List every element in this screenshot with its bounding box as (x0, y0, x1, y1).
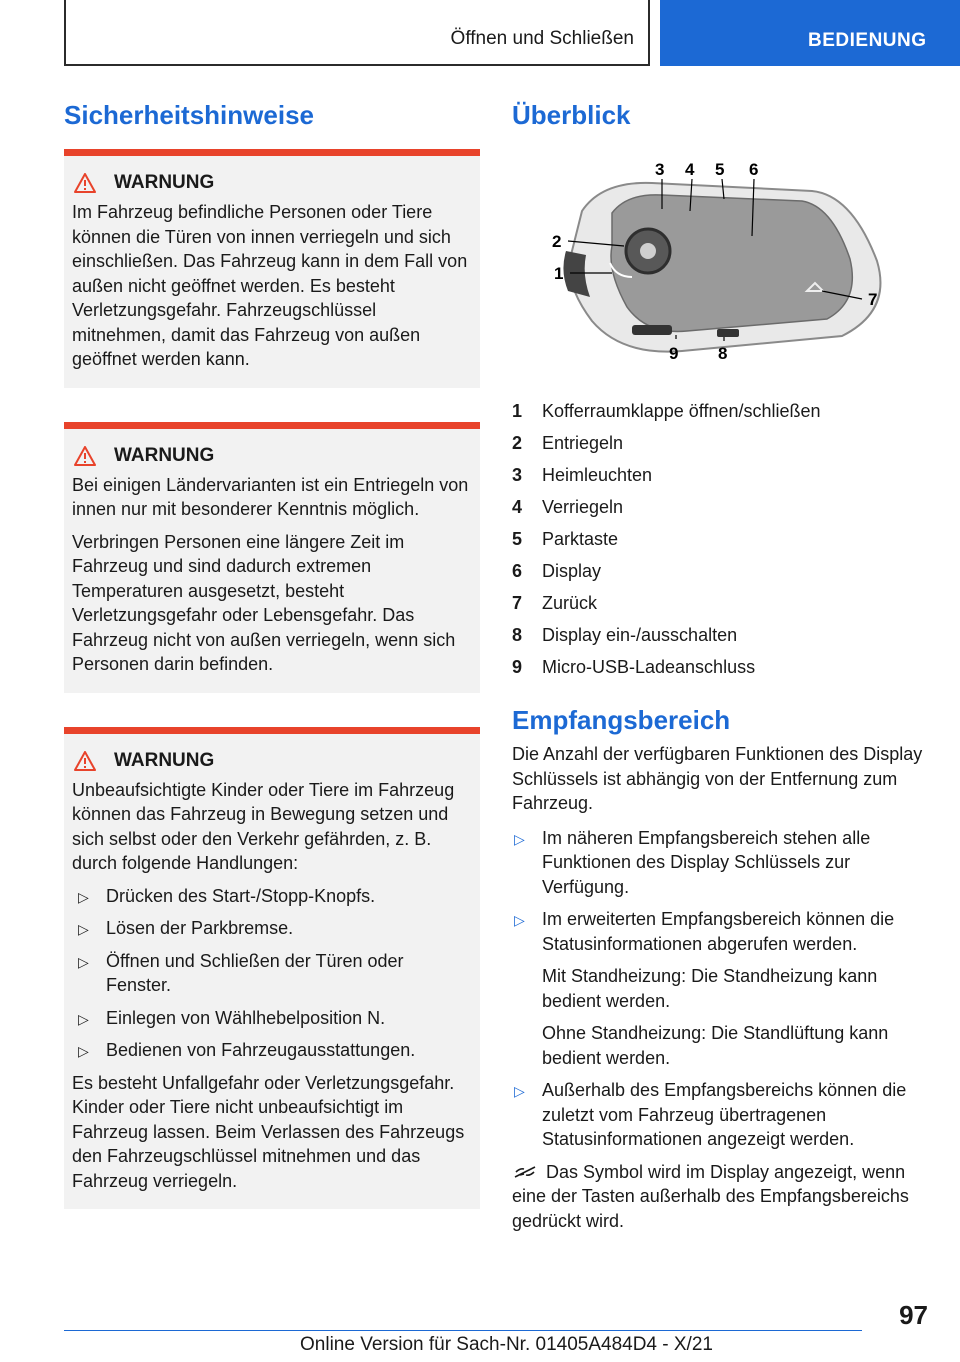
triangle-bullet-icon: ▷ (78, 1043, 89, 1060)
legend-list (512, 395, 928, 683)
footer-text: Online Version für Sach-Nr. 01405A484D4 - X/21 (300, 1334, 713, 1355)
list-item: ▷ Öffnen und Schließen der Türen oder Fenster. (78, 950, 404, 996)
warning-label: WARNUNG (114, 172, 215, 194)
triangle-bullet-icon: ▷ (78, 888, 89, 905)
list-item: ▷ Im näheren Empfangsbereich stehen alle Funktionen des Display Schlüssels zur Verfügung. (514, 827, 871, 897)
legend-item: 9 Micro-USB-Ladeanschluss (512, 657, 756, 678)
warning-header (72, 750, 473, 772)
reception-list (512, 826, 928, 1152)
legend-item: 3 Heimleuchten (512, 465, 653, 486)
page-number: 97 (899, 1300, 928, 1330)
legend-item: 2 Entriegeln (512, 433, 624, 454)
callout-7: 7 (868, 290, 878, 310)
legend-item: 5 Parktaste (512, 529, 619, 550)
list-item: ▷ Im erweiterten Empfangsbereich können die Statusinformationen abgerufen werden. Mit Standheizung: Die Standheizung kann bedient werden. Ohne Standheizung: Die Standlüftung kann bedient werden. (514, 909, 895, 1068)
list-item: ▷ Lösen der Parkbremse. (72, 916, 473, 941)
warning-header (72, 445, 473, 467)
list-item: ▷ Bedienen von Fahrzeugausstattungen. (72, 1038, 473, 1063)
warning-triangle-icon (74, 173, 96, 193)
symbol-note: Das Symbol wird im Display angezeigt, wenn eine der Tasten außerhalb des Empfangsbereichs gedrückt wird. (512, 1161, 909, 1231)
callout-5: 5 (715, 160, 725, 180)
callout-1: 1 (554, 264, 564, 284)
display-key-illustration (512, 151, 928, 379)
warning-text: Es besteht Unfallgefahr oder Verletzungsgefahr. Kinder oder Tiere nicht unbeaufsichtigt im Fahrzeug lassen. Beim Verlassen des Fahrzeugs den Fahrzeugschlüssel mitnehmen und das Fahrzeug verriegeln. (72, 1072, 465, 1191)
callout-9: 9 (669, 344, 679, 364)
callout-3: 3 (655, 160, 665, 180)
triangle-bullet-icon: ▷ (514, 830, 525, 847)
triangle-bullet-icon: ▷ (78, 1010, 89, 1027)
callout-4: 4 (685, 160, 695, 180)
triangle-bullet-icon: ▷ (78, 921, 89, 938)
legend-item: 7 Zurück (512, 593, 598, 614)
callout-2: 2 (552, 232, 562, 252)
list-item: ▷ Einlegen von Wählhebelposition N. (72, 1006, 473, 1031)
warning-label: WARNUNG (114, 749, 215, 771)
legend-item: 4 Verriegeln (512, 497, 624, 518)
safety-heading: Sicherheitshinweise (64, 100, 314, 130)
callout-6: 6 (749, 160, 759, 180)
triangle-bullet-icon: ▷ (514, 1083, 525, 1100)
triangle-bullet-icon: ▷ (78, 953, 89, 970)
reception-heading: Empfangsbereich (512, 705, 731, 736)
list-item: ▷ Außerhalb des Empfangsbereichs können die zuletzt vom Fahrzeug übertragenen Statusinformationen angezeigt werden. (514, 1080, 907, 1150)
legend-item: 8 Display ein-/ausschalten (512, 625, 738, 646)
legend-item: 1 Kofferraumklappe öffnen/schließen (512, 401, 821, 422)
warning-text: Im Fahrzeug befindliche Personen oder Tiere können die Türen von innen verriegeln und sich einschließen. Das Fahrzeug kann in dem Fall von außen nicht geöffnet werden. Es besteht Verletzungsgefahr. Fahrzeugschlüssel mitnehmen, damit das Fahrzeug von außen geöffnet werden kann. (72, 202, 468, 370)
triangle-bullet-icon: ▷ (514, 912, 525, 929)
left-column (64, 100, 480, 1243)
callout-8: 8 (718, 344, 728, 364)
section-title: Öffnen und Schließen (450, 28, 634, 49)
right-column (512, 100, 928, 1233)
warning-triangle-icon (74, 446, 96, 466)
overview-heading: Überblick (512, 100, 631, 130)
warning-box-2 (64, 422, 480, 693)
out-of-range-symbol-icon (512, 1162, 538, 1178)
legend-item: 6 Display (512, 561, 602, 582)
warning-text: Verbringen Personen eine längere Zeit im Fahrzeug und sind dadurch extremen Temperaturen ausgesetzt, besteht Verletzungsgefahr oder Lebensgefahr. Das Fahrzeug nicht von außen verriegeln, wenn sich Personen darin befinden. (72, 531, 456, 675)
warning-text: Unbeaufsichtigte Kinder oder Tiere im Fahrzeug können das Fahrzeug in Bewegung setzen und sich selbst oder den Verkehr gefährden, z. B. durch folgende Handlungen: (72, 779, 455, 874)
action-list (72, 884, 473, 1063)
footer-divider (64, 1330, 862, 1331)
warning-box-3 (64, 727, 480, 1210)
warning-box-1 (64, 149, 480, 388)
warning-header (72, 172, 473, 194)
warning-triangle-icon (74, 751, 96, 771)
reception-intro: Die Anzahl der verfügbaren Funktionen des Display Schlüssels ist abhängig von der Entfernung zum Fahrzeug. (512, 744, 923, 814)
display-key-figure (512, 151, 928, 379)
list-item: ▷ Drücken des Start-/Stopp-Knopfs. (72, 884, 473, 909)
chapter-tab[interactable]: BEDIENUNG (660, 0, 960, 66)
header-frame (64, 0, 650, 66)
warning-label: WARNUNG (114, 444, 215, 466)
warning-text: Bei einigen Ländervarianten ist ein Entriegeln von innen nur mit besonderer Kenntnis möglich. (72, 474, 469, 520)
